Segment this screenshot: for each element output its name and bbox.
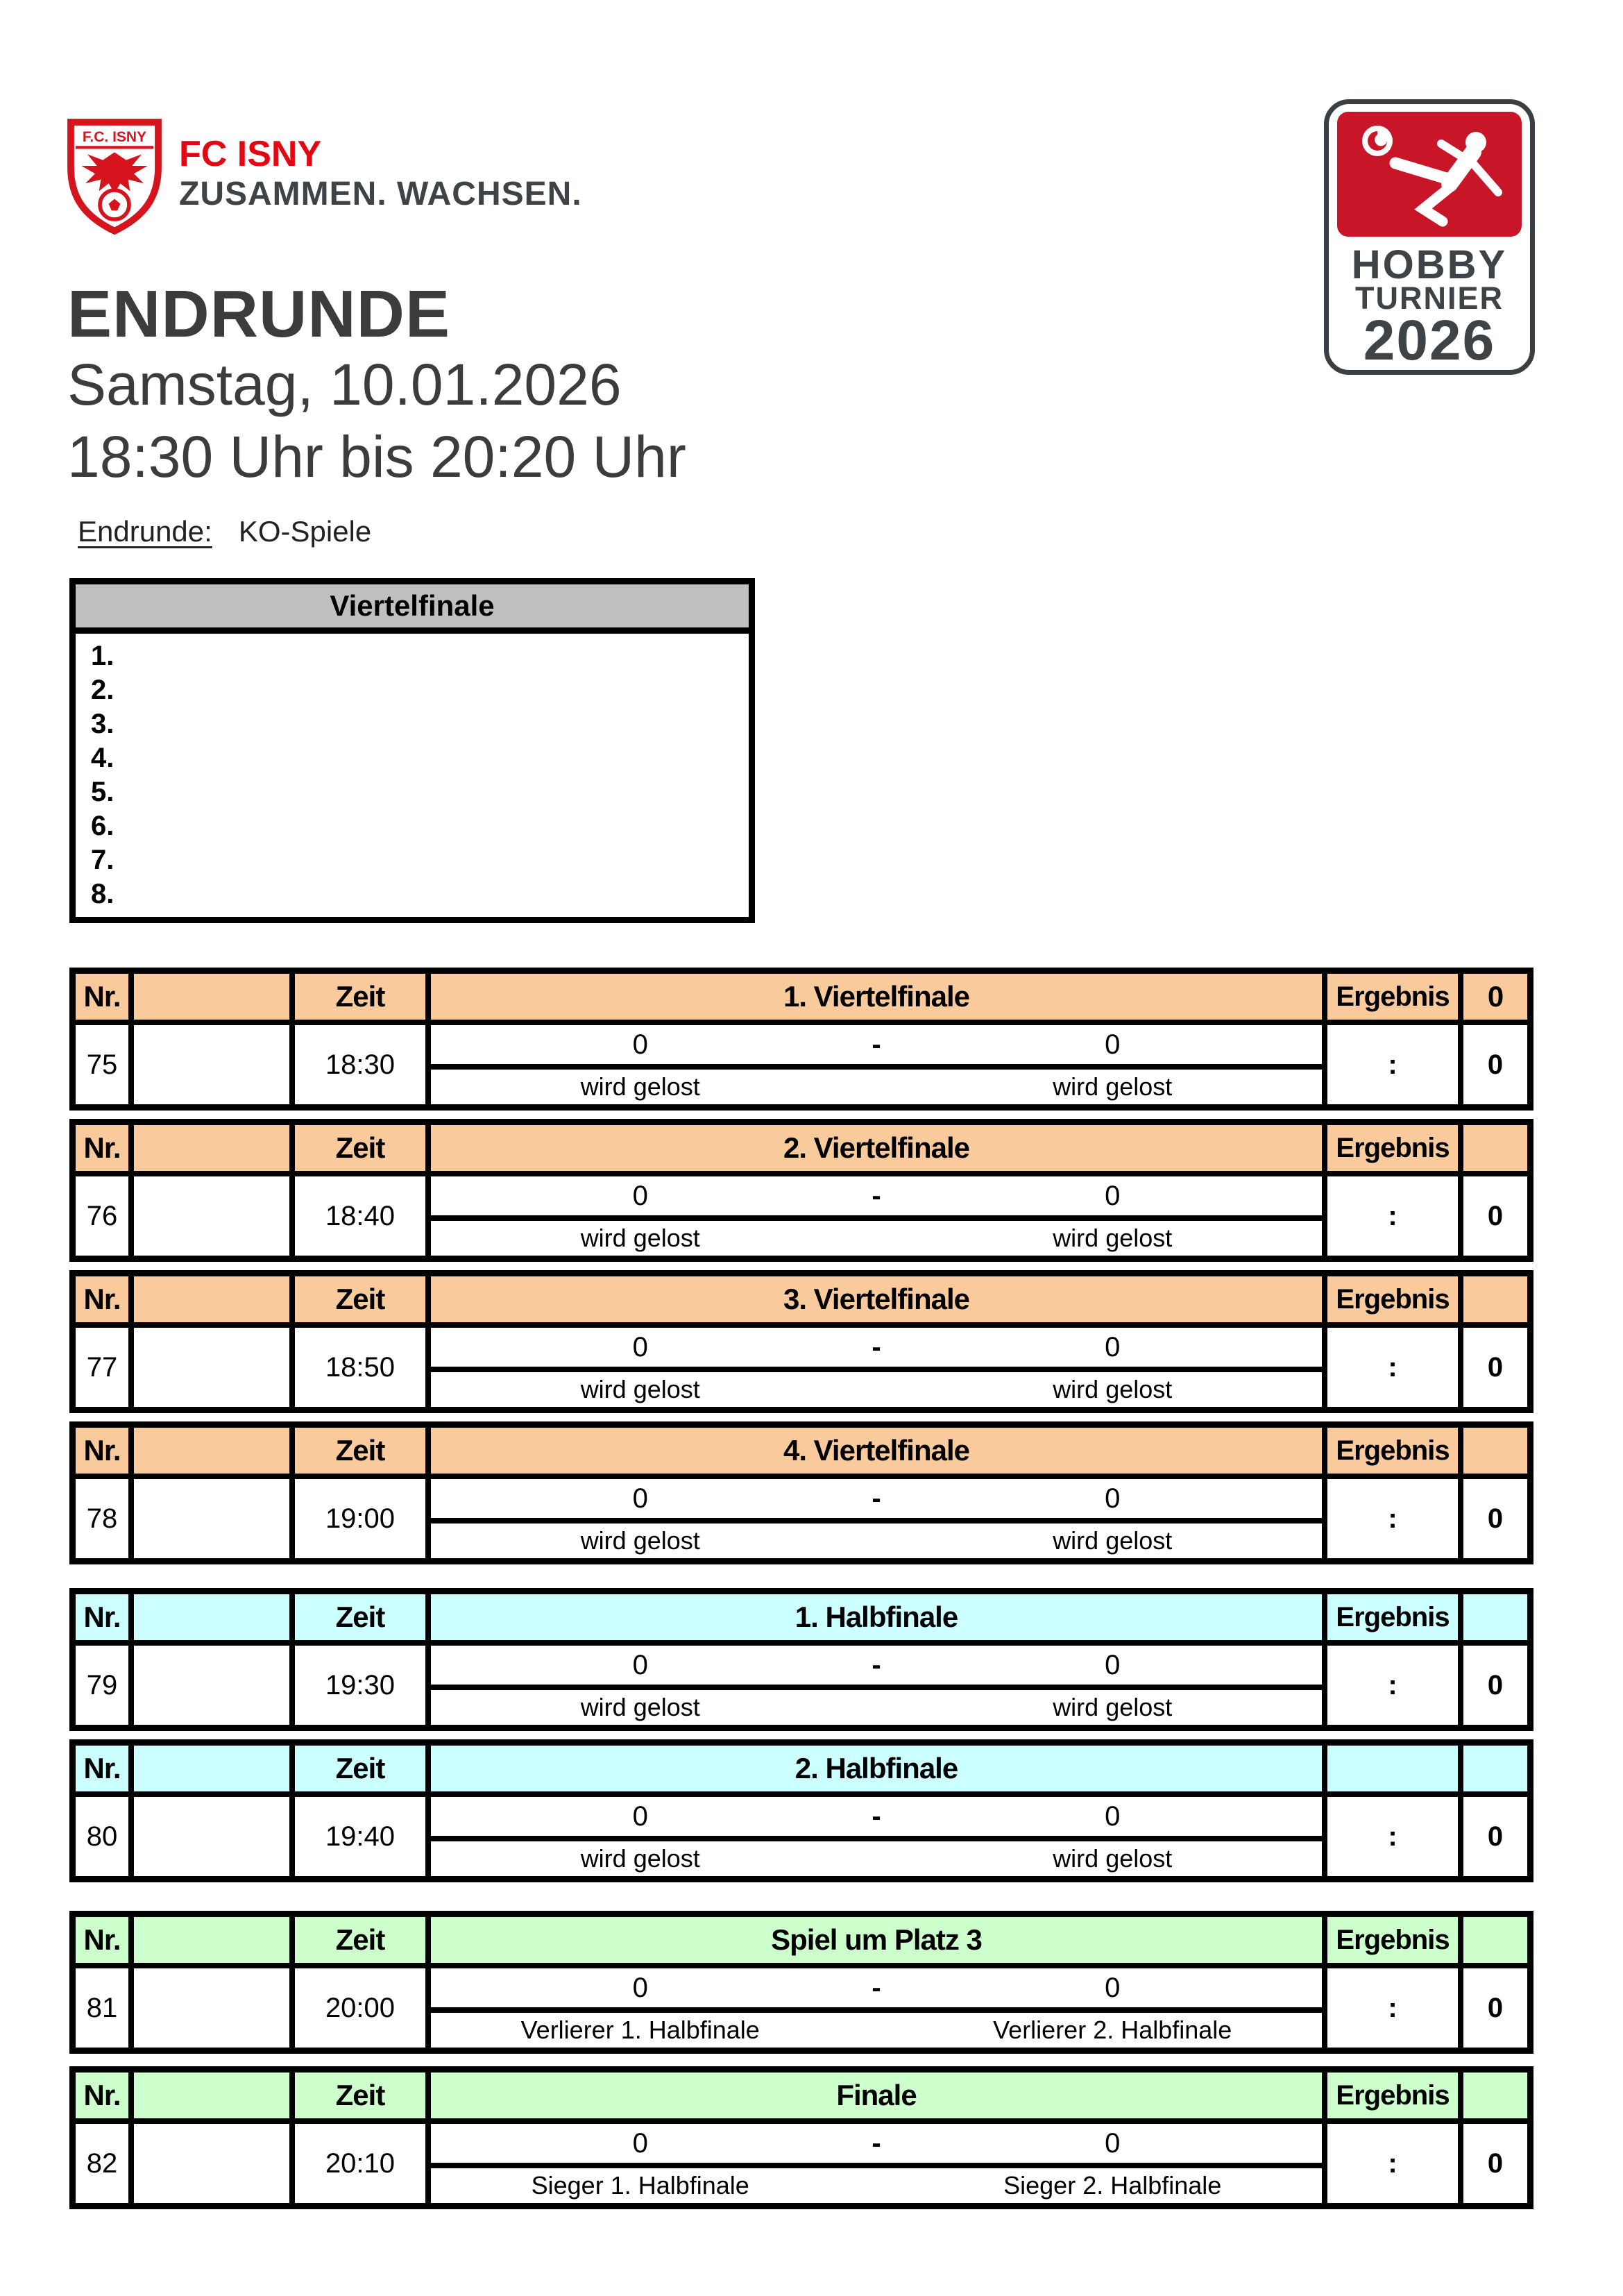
match-title: 3. Viertelfinale: [431, 1276, 1322, 1322]
corner-value: 0: [1463, 1646, 1527, 1725]
ergebnis-header: Ergebnis: [1327, 1276, 1458, 1322]
home-team: wird gelost: [580, 1072, 700, 1101]
match-number: 81: [76, 1968, 128, 2048]
blank-cell: [134, 2124, 289, 2203]
away-score: 0: [1105, 2127, 1121, 2159]
corner-header: [1463, 1917, 1527, 1963]
match-number: 82: [76, 2124, 128, 2203]
match-pairing: [431, 1797, 1322, 1876]
nr-header: Nr.: [76, 1746, 128, 1791]
nr-header: Nr.: [76, 1125, 128, 1171]
away-team: wird gelost: [1053, 1526, 1173, 1555]
home-score: 0: [632, 1649, 648, 1680]
score-row: [431, 1479, 1322, 1518]
home-score: 0: [632, 1800, 648, 1832]
corner-value: 0: [1463, 1968, 1527, 2048]
names-row: [431, 2013, 1322, 2048]
club-name: FC ISNY: [179, 134, 322, 174]
away-score: 0: [1105, 1029, 1121, 1060]
names-row: [431, 1523, 1322, 1558]
round-subheading: [78, 515, 371, 548]
home-team: wird gelost: [580, 1844, 700, 1873]
match-pairing: [431, 1176, 1322, 1256]
corner-header: [1463, 1746, 1527, 1791]
zeit-header: Zeit: [295, 1428, 425, 1474]
score-row: [431, 1025, 1322, 1064]
match-time: 18:30: [295, 1025, 425, 1104]
score-dash: -: [872, 1180, 881, 1211]
match-title: Spiel um Platz 3: [431, 1917, 1322, 1963]
club-crest-icon: [66, 117, 163, 235]
away-score: 0: [1105, 1972, 1121, 2003]
match-title: 2. Viertelfinale: [431, 1125, 1322, 1171]
corner-value: 0: [1463, 1328, 1527, 1407]
score-dash: -: [872, 1029, 881, 1060]
result-colon: :: [1327, 1646, 1458, 1725]
result-colon: :: [1327, 1176, 1458, 1256]
draw-slot: 8.: [91, 879, 114, 909]
blank-header: [134, 1428, 289, 1474]
draw-slot: 1.: [91, 641, 114, 671]
divider: [431, 1215, 1322, 1221]
hobby-logo-year: 2026: [1363, 309, 1496, 372]
divider: [431, 1685, 1322, 1690]
blank-header: [134, 974, 289, 1020]
corner-value: 0: [1463, 1479, 1527, 1558]
score-dash: -: [872, 1483, 881, 1514]
draw-slot: 7.: [91, 845, 114, 875]
draw-slot: 2.: [91, 675, 114, 705]
zeit-header: Zeit: [295, 1276, 425, 1322]
match-time: 18:40: [295, 1176, 425, 1256]
result-colon: :: [1327, 1025, 1458, 1104]
away-team: Verlierer 2. Halbfinale: [993, 2016, 1232, 2044]
score-row: [431, 1968, 1322, 2007]
divider: [431, 1836, 1322, 1841]
club-slogan: ZUSAMMEN. WACHSEN.: [179, 176, 582, 212]
zeit-header: Zeit: [295, 1125, 425, 1171]
result-colon: :: [1327, 1797, 1458, 1876]
draw-slot: 4.: [91, 743, 114, 773]
ergebnis-header: [1327, 1746, 1458, 1791]
names-row: [431, 1690, 1322, 1725]
nr-header: Nr.: [76, 1276, 128, 1322]
date-line: Samstag, 10.01.2026: [67, 352, 622, 417]
match-time: 20:10: [295, 2124, 425, 2203]
match-number: 80: [76, 1797, 128, 1876]
result-colon: :: [1327, 2124, 1458, 2203]
match-title: 1. Halbfinale: [431, 1594, 1322, 1640]
match-block-81: [69, 1911, 1533, 2054]
blank-cell: [134, 1176, 289, 1256]
match-pairing: [431, 1328, 1322, 1407]
match-time: 20:00: [295, 1968, 425, 2048]
zeit-header: Zeit: [295, 2073, 425, 2118]
home-team: wird gelost: [580, 1224, 700, 1252]
ergebnis-header: Ergebnis: [1327, 1594, 1458, 1640]
ergebnis-header: Ergebnis: [1327, 974, 1458, 1020]
draw-box-header: Viertelfinale: [76, 584, 749, 634]
blank-cell: [134, 1479, 289, 1558]
zeit-header: Zeit: [295, 974, 425, 1020]
match-block-82: [69, 2066, 1533, 2209]
home-team: wird gelost: [580, 1375, 700, 1403]
score-dash: -: [872, 1800, 881, 1832]
divider: [431, 1367, 1322, 1372]
match-time: 19:30: [295, 1646, 425, 1725]
away-score: 0: [1105, 1331, 1121, 1362]
home-score: 0: [632, 2127, 648, 2159]
corner-value: 0: [1463, 1797, 1527, 1876]
corner-value: 0: [1463, 1025, 1527, 1104]
hobby-logo-line2: TURNIER: [1355, 280, 1504, 316]
divider: [431, 2163, 1322, 2168]
draw-slot: 5.: [91, 777, 114, 807]
draw-slot: 3.: [91, 709, 114, 739]
names-row: [431, 1841, 1322, 1876]
match-title: 1. Viertelfinale: [431, 974, 1322, 1020]
quarterfinal-draw-box: [69, 578, 755, 923]
page-title: ENDRUNDE: [67, 277, 451, 351]
away-team: wird gelost: [1053, 1224, 1173, 1252]
ergebnis-header: Ergebnis: [1327, 1917, 1458, 1963]
home-score: 0: [632, 1180, 648, 1211]
draw-slot: 6.: [91, 811, 114, 841]
home-team: wird gelost: [580, 1526, 700, 1555]
away-team: wird gelost: [1053, 1693, 1173, 1721]
blank-cell: [134, 1968, 289, 2048]
score-row: [431, 1797, 1322, 1836]
corner-header: [1463, 1276, 1527, 1322]
corner-header: 0: [1463, 974, 1527, 1020]
draw-list: [76, 634, 749, 911]
home-score: 0: [632, 1483, 648, 1514]
match-number: 77: [76, 1328, 128, 1407]
match-block-80: [69, 1739, 1533, 1882]
time-line: 18:30 Uhr bis 20:20 Uhr: [67, 424, 686, 489]
home-team: wird gelost: [580, 1693, 700, 1721]
blank-cell: [134, 1328, 289, 1407]
zeit-header: Zeit: [295, 1746, 425, 1791]
score-dash: -: [872, 1649, 881, 1680]
score-row: [431, 1176, 1322, 1215]
blank-header: [134, 1746, 289, 1791]
away-score: 0: [1105, 1649, 1121, 1680]
home-team: Verlierer 1. Halbfinale: [520, 2016, 760, 2044]
match-pairing: [431, 1646, 1322, 1725]
away-team: wird gelost: [1053, 1072, 1173, 1101]
blank-header: [134, 1276, 289, 1322]
home-score: 0: [632, 1029, 648, 1060]
names-row: [431, 1372, 1322, 1407]
zeit-header: Zeit: [295, 1594, 425, 1640]
divider: [431, 1518, 1322, 1523]
match-number: 75: [76, 1025, 128, 1104]
nr-header: Nr.: [76, 1917, 128, 1963]
match-block-75: [69, 968, 1533, 1111]
score-dash: -: [872, 2127, 881, 2159]
corner-header: [1463, 2073, 1527, 2118]
away-score: 0: [1105, 1483, 1121, 1514]
corner-value: 0: [1463, 1176, 1527, 1256]
away-score: 0: [1105, 1800, 1121, 1832]
blank-cell: [134, 1797, 289, 1876]
score-row: [431, 1328, 1322, 1367]
round-value: KO-Spiele: [238, 515, 372, 548]
match-time: 18:50: [295, 1328, 425, 1407]
match-number: 78: [76, 1479, 128, 1558]
away-team: wird gelost: [1053, 1375, 1173, 1403]
blank-header: [134, 2073, 289, 2118]
home-score: 0: [632, 1331, 648, 1362]
names-row: [431, 2168, 1322, 2203]
match-title: 2. Halbfinale: [431, 1746, 1322, 1791]
corner-header: [1463, 1428, 1527, 1474]
result-colon: :: [1327, 1968, 1458, 2048]
match-time: 19:00: [295, 1479, 425, 1558]
match-pairing: [431, 1968, 1322, 2048]
ergebnis-header: Ergebnis: [1327, 2073, 1458, 2118]
match-number: 76: [76, 1176, 128, 1256]
bicycle-kick-icon: [1337, 112, 1522, 237]
blank-header: [134, 1594, 289, 1640]
score-dash: -: [872, 1331, 881, 1362]
zeit-header: Zeit: [295, 1917, 425, 1963]
corner-header: [1463, 1594, 1527, 1640]
result-colon: :: [1327, 1328, 1458, 1407]
home-team: Sieger 1. Halbfinale: [531, 2171, 749, 2200]
match-time: 19:40: [295, 1797, 425, 1876]
nr-header: Nr.: [76, 1428, 128, 1474]
match-pairing: [431, 1025, 1322, 1104]
ergebnis-header: Ergebnis: [1327, 1428, 1458, 1474]
hobby-tournament-logo: [1324, 99, 1535, 375]
home-score: 0: [632, 1972, 648, 2003]
corner-value: 0: [1463, 2124, 1527, 2203]
blank-header: [134, 1125, 289, 1171]
score-dash: -: [872, 1972, 881, 2003]
match-number: 79: [76, 1646, 128, 1725]
score-row: [431, 1646, 1322, 1685]
blank-cell: [134, 1025, 289, 1104]
divider: [431, 2007, 1322, 2013]
match-title: Finale: [431, 2073, 1322, 2118]
divider: [431, 1064, 1322, 1070]
blank-cell: [134, 1646, 289, 1725]
match-block-77: [69, 1270, 1533, 1413]
blank-header: [134, 1917, 289, 1963]
crest-caption: F.C. ISNY: [82, 129, 147, 145]
score-row: [431, 2124, 1322, 2163]
ergebnis-header: Ergebnis: [1327, 1125, 1458, 1171]
match-pairing: [431, 1479, 1322, 1558]
round-label: Endrunde:: [78, 515, 212, 548]
match-title: 4. Viertelfinale: [431, 1428, 1322, 1474]
result-colon: :: [1327, 1479, 1458, 1558]
hobby-logo-line1: HOBBY: [1351, 242, 1508, 287]
nr-header: Nr.: [76, 2073, 128, 2118]
corner-header: [1463, 1125, 1527, 1171]
away-team: wird gelost: [1053, 1844, 1173, 1873]
match-block-78: [69, 1421, 1533, 1564]
nr-header: Nr.: [76, 974, 128, 1020]
names-row: [431, 1070, 1322, 1104]
nr-header: Nr.: [76, 1594, 128, 1640]
match-pairing: [431, 2124, 1322, 2203]
match-block-79: [69, 1588, 1533, 1731]
away-score: 0: [1105, 1180, 1121, 1211]
match-block-76: [69, 1119, 1533, 1262]
away-team: Sieger 2. Halbfinale: [1003, 2171, 1222, 2200]
names-row: [431, 1221, 1322, 1256]
